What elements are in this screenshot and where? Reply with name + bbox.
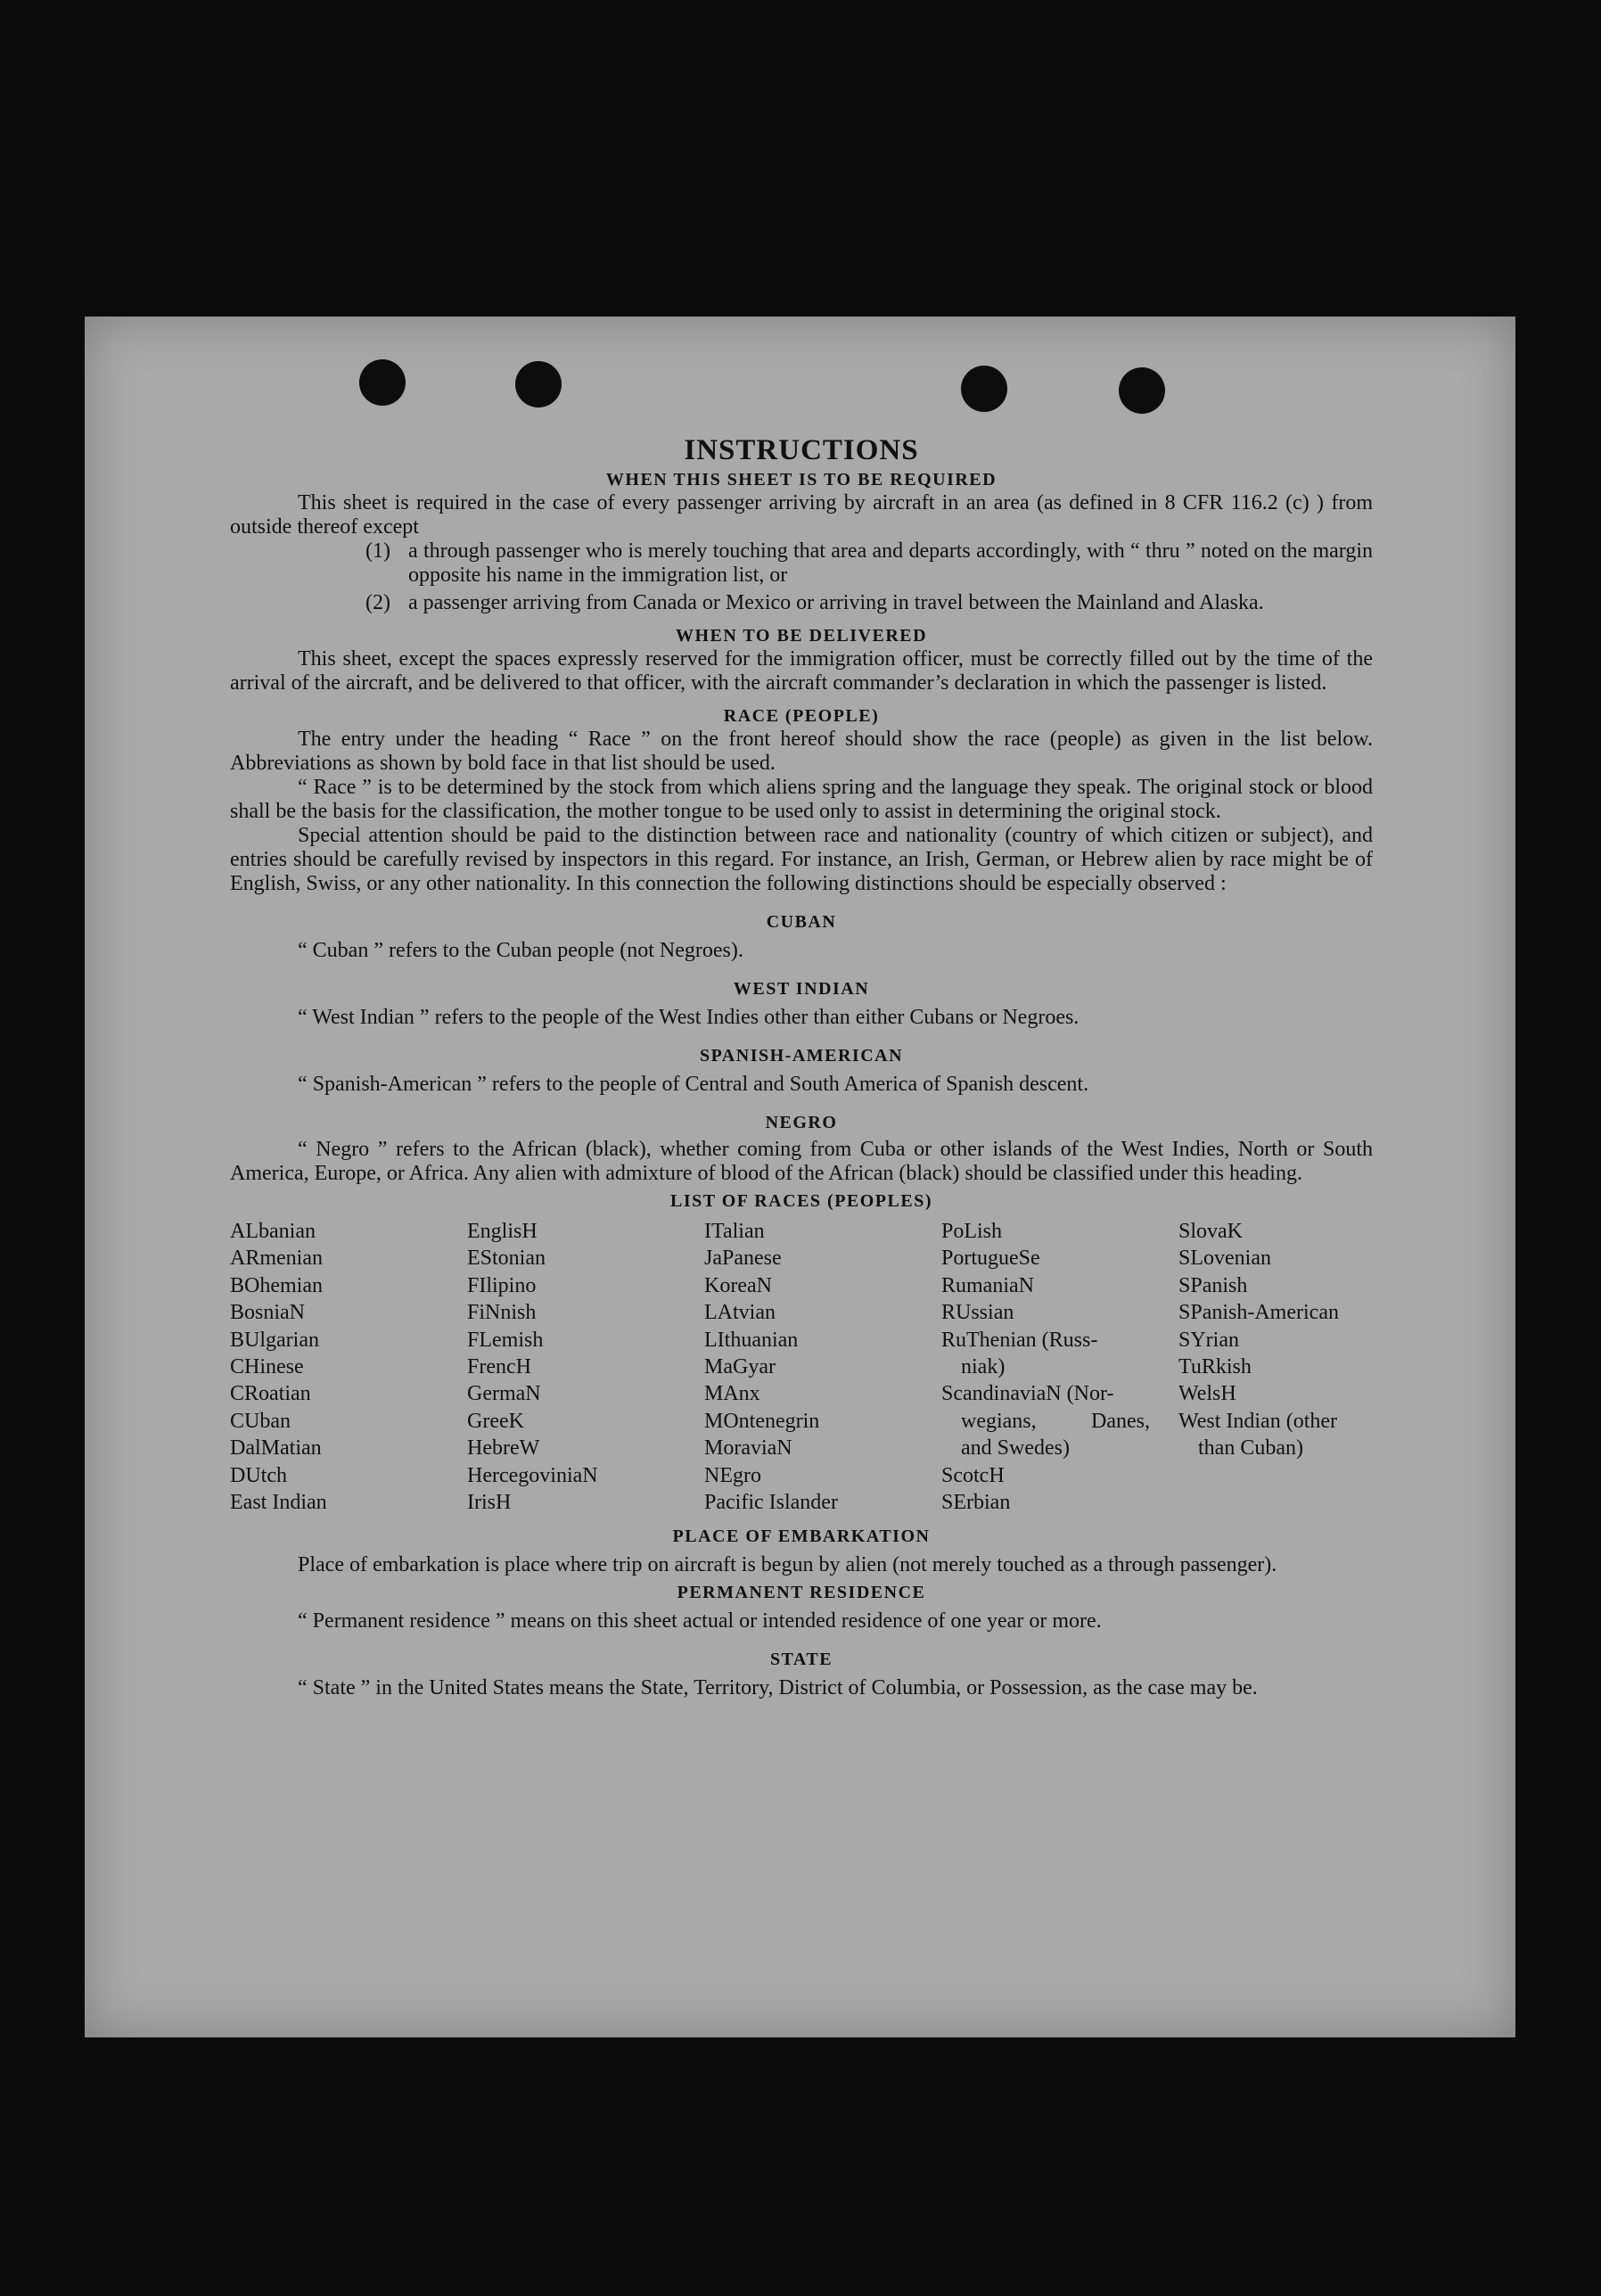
list-item	[365, 539, 1373, 588]
section-heading-state: STATE	[769, 1650, 833, 1670]
race-entry: MOntenegrin	[704, 1409, 820, 1433]
race-entry: MaGyar	[704, 1355, 776, 1379]
section-heading-spanish-american: SPANISH-AMERICAN	[699, 1046, 904, 1066]
race-entry: WelsH	[1178, 1382, 1236, 1406]
race-entry: SlovaK	[1178, 1220, 1243, 1243]
document-sheet	[85, 317, 1515, 2037]
races-column	[467, 1218, 704, 1516]
race-entry: FLemish	[467, 1328, 544, 1352]
race-entry: DUtch	[230, 1463, 287, 1487]
race-entry: BOhemian	[230, 1273, 323, 1297]
race-entry: West Indian (other	[1178, 1409, 1338, 1433]
punch-hole	[1119, 367, 1165, 414]
race-entry: ScotcH	[941, 1463, 1005, 1487]
race-entry: ScandinaviaN (Nor-	[941, 1382, 1114, 1406]
races-column	[941, 1218, 1178, 1516]
punch-hole	[359, 359, 406, 406]
paragraph-race-3: Special attention should be paid to the distinction between race and nationality (country of which citizen or subject), and entries should be carefully revised by inspectors in this regard. For instance, an Irish, German, or Hebrew alien by race might be of English, Swiss, or any other nationality. In this connection the following distinctions should be especially observed :	[230, 824, 1373, 895]
race-entry: LIthuanian	[704, 1328, 799, 1352]
race-entry: HercegoviniaN	[467, 1463, 598, 1487]
race-entry: TuRkish	[1178, 1355, 1252, 1379]
race-entry: EStonian	[467, 1247, 546, 1271]
race-entry: CRoatian	[230, 1382, 311, 1406]
race-entry: FIlipino	[467, 1273, 537, 1297]
punch-hole	[961, 366, 1007, 412]
section-heading-embarkation: PLACE OF EMBARKATION	[672, 1527, 931, 1547]
race-entry: SLovenian	[1178, 1247, 1271, 1271]
race-entry: Pacific Islander	[704, 1491, 838, 1515]
section-heading-race: RACE (PEOPLE)	[723, 706, 880, 726]
race-entry: SPanish	[1178, 1273, 1248, 1297]
race-entry: ALbanian	[230, 1220, 316, 1243]
race-entry: MoraviaN	[704, 1436, 792, 1461]
races-column	[230, 1218, 467, 1516]
race-entry: ARmenian	[230, 1247, 323, 1271]
instructions-content	[230, 432, 1373, 1700]
paragraph-when-delivered: This sheet, except the spaces expressly reserved for the immigration officer, must be correctly filled out by the time of the arrival of the aircraft, and be delivered to that officer, with the aircraft commander’s declaration in which the passenger is listed.	[230, 647, 1373, 695]
race-entry: BosniaN	[230, 1301, 305, 1325]
section-heading-residence: PERMANENT RESIDENCE	[677, 1583, 926, 1603]
race-entry-continued: wegians, Danes,	[961, 1409, 1150, 1433]
paragraph-when-required: This sheet is required in the case of every passenger arriving by aircraft in an area (as defined in 8 CFR 116.2 (c) ) from outside thereof except	[230, 491, 1373, 539]
race-entry: East Indian	[230, 1491, 327, 1515]
race-entry: CHinese	[230, 1355, 304, 1379]
race-entry: BUlgarian	[230, 1328, 319, 1352]
item-number: (1)	[365, 539, 390, 563]
race-entry: ITalian	[704, 1220, 765, 1243]
races-column	[704, 1218, 941, 1516]
paragraph-race-2: “ Race ” is to be determined by the stock from which aliens spring and the language they speak. The original stock or blood shall be the basis for the classification, the mother tongue to be used only to assist in determining the original stock.	[230, 776, 1373, 823]
section-heading-when-required: WHEN THIS SHEET IS TO BE REQUIRED	[605, 470, 998, 490]
paragraph-race-1: The entry under the heading “ Race ” on the front hereof should show the race (people) as given in the list below. Abbreviations as shown by bold face in that list should be used.	[230, 728, 1373, 775]
race-entry: MAnx	[704, 1382, 760, 1406]
race-entry: LAtvian	[704, 1301, 776, 1325]
races-column	[1178, 1218, 1373, 1516]
race-entry: RumaniaN	[941, 1273, 1034, 1297]
section-heading-when-delivered: WHEN TO BE DELIVERED	[675, 626, 928, 646]
race-entry: GermaN	[467, 1382, 541, 1406]
race-entry: DalMatian	[230, 1436, 322, 1461]
race-entry: IrisH	[467, 1491, 512, 1515]
list-item	[365, 591, 1373, 615]
race-entry: SYrian	[1178, 1328, 1239, 1352]
item-number: (2)	[365, 591, 390, 614]
race-entry: KoreaN	[704, 1273, 772, 1297]
race-entry: GreeK	[467, 1409, 524, 1433]
page-title: INSTRUCTIONS	[684, 434, 919, 466]
race-entry: CUban	[230, 1409, 291, 1433]
race-entry: HebreW	[467, 1436, 540, 1461]
section-heading-races-list: LIST OF RACES (PEOPLES)	[669, 1191, 932, 1211]
paragraph-spanish-american: “ Spanish-American ” refers to the people of Central and South America of Spanish descent.	[298, 1073, 1089, 1096]
race-entry-continued: niak)	[961, 1355, 1006, 1379]
paragraph-negro: “ Negro ” refers to the African (black), whether coming from Cuba or other islands of the West Indies, North or South America, Europe, or Africa. Any alien with admixture of blood of the African (black) should be classified under this heading.	[230, 1138, 1373, 1185]
race-entry: PortugueSe	[941, 1247, 1040, 1271]
paragraph-cuban: “ Cuban ” refers to the Cuban people (not Negroes).	[298, 939, 743, 962]
race-entry: EnglisH	[467, 1220, 538, 1243]
race-entry-continued: than Cuban)	[1198, 1436, 1303, 1461]
race-entry: PoLish	[941, 1220, 1003, 1243]
race-entry-continued: and Swedes)	[961, 1436, 1070, 1461]
race-entry: RUssian	[941, 1301, 1014, 1325]
race-entry: NEgro	[704, 1463, 761, 1487]
race-entry: JaPanese	[704, 1247, 782, 1271]
paragraph-state: “ State ” in the United States means the State, Territory, District of Columbia, or Possession, as the case may be.	[298, 1676, 1258, 1700]
item-text: a through passenger who is merely touching that area and departs accordingly, with “ thru ” noted on the margin opposite his name in the immigration list, or	[408, 539, 1373, 587]
races-table	[230, 1218, 1373, 1516]
item-text: a passenger arriving from Canada or Mexico or arriving in travel between the Mainland and Alaska.	[408, 591, 1264, 614]
section-heading-negro: NEGRO	[765, 1113, 838, 1132]
paragraph-embarkation: Place of embarkation is place where trip on aircraft is begun by alien (not merely touched as a through passenger).	[298, 1553, 1277, 1577]
race-entry: SErbian	[941, 1491, 1011, 1515]
section-heading-west-indian: WEST INDIAN	[733, 979, 870, 999]
race-entry: FiNnish	[467, 1301, 537, 1325]
paragraph-west-indian: “ West Indian ” refers to the people of the West Indies other than either Cubans or Negroes.	[298, 1006, 1080, 1029]
race-entry: FrencH	[467, 1355, 531, 1379]
punch-hole	[515, 361, 562, 407]
race-entry: RuThenian (Russ-	[941, 1328, 1098, 1352]
race-entry: SPanish-American	[1178, 1301, 1339, 1325]
paragraph-residence: “ Permanent residence ” means on this sheet actual or intended residence of one year or more.	[298, 1609, 1102, 1634]
section-heading-cuban: CUBAN	[766, 912, 837, 932]
